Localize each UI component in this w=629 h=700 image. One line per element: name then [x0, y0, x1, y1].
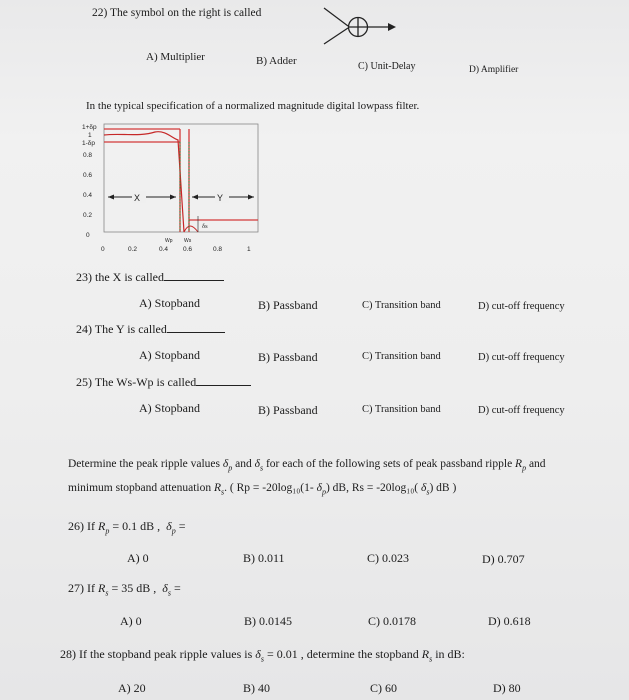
y-tick-0.2: 0.2	[83, 212, 93, 219]
delta-s-label: δs	[202, 223, 208, 230]
x-tick-0.2: 0.2	[128, 246, 138, 253]
y-tick-0.8: 0.8	[83, 152, 93, 159]
option-23-c: C) Transition band	[362, 300, 441, 311]
option-28-b: B) 40	[243, 681, 270, 695]
filter-intro-text: In the typical specification of a normalized magnitude digital lowpass filter.	[86, 100, 420, 112]
question-24: 24) The Y is called	[76, 322, 225, 337]
y-tick-0.4: 0.4	[83, 192, 93, 199]
y-tick-1-minus-dp: 1-δp	[82, 140, 96, 147]
x-tick-1: 1	[247, 246, 251, 253]
y-tick-0: 0	[86, 232, 90, 239]
option-28-c: C) 60	[370, 681, 397, 695]
wp-label: Wp	[165, 238, 173, 244]
x-tick-0.6: 0.6	[183, 246, 193, 253]
lowpass-spec-plot	[80, 120, 280, 260]
y-region-label: Y	[217, 193, 224, 203]
option-22-c: C) Unit-Delay	[358, 61, 416, 72]
x-tick-0.8: 0.8	[213, 246, 223, 253]
option-22-d: D) Amplifier	[469, 65, 519, 75]
option-26-d: D) 0.707	[482, 552, 525, 566]
question-28: 28) If the stopband peak ripple values is $\delta_s = 0.01$ , determine the stopband $R_s$ in dB:	[60, 647, 465, 664]
option-26-c: C) 0.023	[367, 551, 409, 565]
adder-symbol-icon	[318, 2, 398, 48]
option-28-d: D) 80	[493, 681, 521, 695]
option-24-c: C) Transition band	[362, 351, 441, 362]
option-25-c: C) Transition band	[362, 404, 441, 415]
option-23-d: D) cut-off frequency	[478, 301, 565, 312]
x-tick-0: 0	[101, 246, 105, 253]
option-22-b: B) Adder	[256, 55, 297, 67]
option-27-a: A) 0	[120, 614, 142, 628]
option-22-a: A) Multiplier	[146, 51, 205, 63]
option-24-a: A) Stopband	[139, 348, 200, 362]
determine-line-1: Determine the peak ripple values $\delta_p$ and $\delta_s$ for each of the following sets of peak passband ripple $R_p$ and	[68, 458, 546, 473]
question-25: 25) The Ws-Wp is called	[76, 375, 251, 390]
question-26: 26) If $R_p = 0.1$ dB , $\delta_p$ =	[68, 519, 186, 536]
y-tick-1-plus-dp: 1+δp	[82, 124, 97, 131]
option-27-c: C) 0.0178	[368, 614, 416, 628]
option-25-b: B) Passband	[258, 403, 318, 417]
y-tick-1: 1	[88, 132, 92, 139]
y-tick-0.6: 0.6	[83, 172, 93, 179]
question-27: 27) If $R_s = 35$ dB , $\delta_s$ =	[68, 581, 181, 598]
option-28-a: A) 20	[118, 681, 146, 695]
option-24-d: D) cut-off frequency	[478, 352, 565, 363]
option-27-b: B) 0.0145	[244, 614, 292, 628]
question-22: 22) The symbol on the right is called	[92, 7, 262, 19]
option-23-b: B) Passband	[258, 298, 318, 312]
option-26-a: A) 0	[127, 551, 149, 565]
ws-label: Ws	[184, 238, 192, 244]
option-25-d: D) cut-off frequency	[478, 405, 565, 416]
x-region-label: X	[134, 193, 141, 203]
question-23: 23) the X is called	[76, 270, 224, 285]
option-24-b: B) Passband	[258, 350, 318, 364]
x-tick-0.4: 0.4	[159, 246, 169, 253]
option-25-a: A) Stopband	[139, 401, 200, 415]
option-23-a: A) Stopband	[139, 296, 200, 310]
option-27-d: D) 0.618	[488, 614, 531, 628]
determine-line-2: minimum stopband attenuation $R_s$. ( Rp = -20log₁₀(1- $\delta_p$) dB, Rs = -20log₁₀( $\delta_s$) dB )	[68, 482, 457, 497]
option-26-b: B) 0.011	[243, 551, 285, 565]
